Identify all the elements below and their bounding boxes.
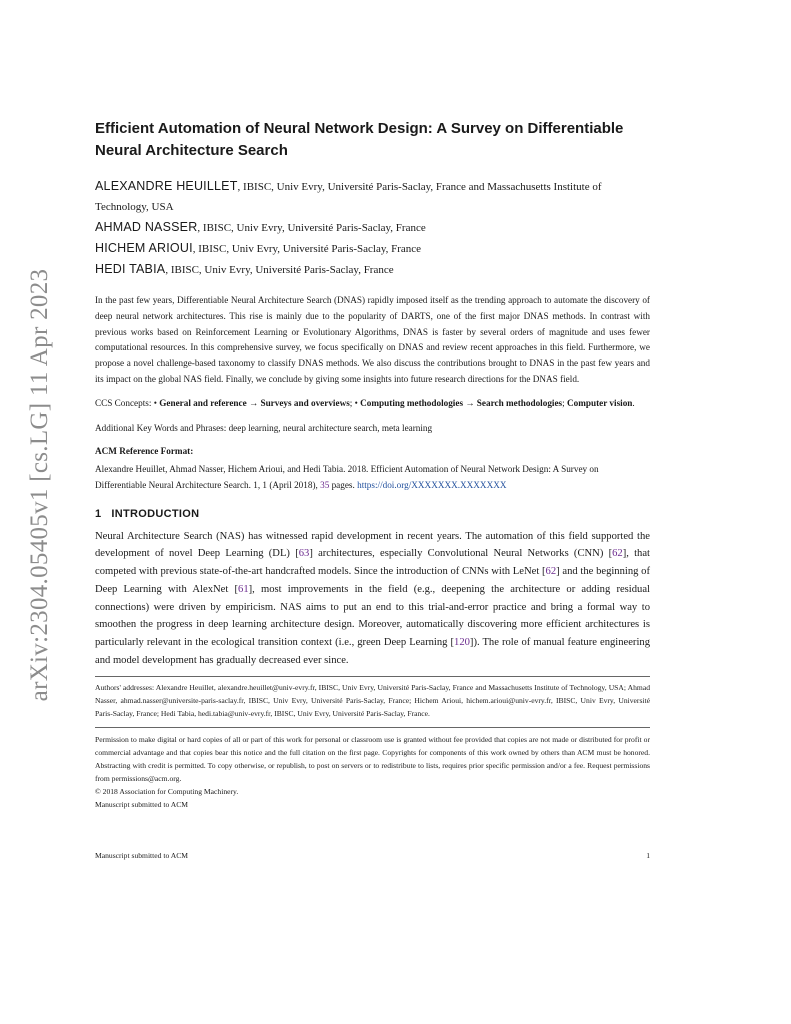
ccs-separator: ;	[349, 397, 355, 408]
author-2	[95, 217, 650, 238]
ccs-concept: Surveys and overviews	[260, 397, 350, 408]
author-4	[95, 259, 650, 280]
body-text: Neural Architecture Search (NAS) has witnessed rapid development in recent years. The automation of this field supported the development of novel Deep Learning (DL)	[95, 530, 650, 560]
keywords: Additional Key Words and Phrases: deep learning, neural architecture search, meta learning	[95, 422, 433, 433]
ccs-concept: Computing methodologies	[360, 397, 464, 408]
ccs-concept: General and reference	[159, 397, 247, 408]
acm-reference	[95, 461, 650, 493]
footnote-divider	[95, 676, 650, 677]
paper-title: Efficient Automation of Neural Network Design: A Survey on Differentiable Neural Architecture Search	[95, 120, 624, 159]
ccs-separator: ;	[562, 397, 567, 408]
citation-link[interactable]: 120	[454, 637, 470, 648]
permission-divider	[95, 727, 650, 728]
section-number: 1	[95, 507, 102, 520]
ccs-arrow: →	[246, 397, 261, 408]
author-name: HEDI TABIA	[95, 262, 166, 276]
author-1	[95, 176, 650, 217]
section-heading	[95, 508, 650, 520]
arxiv-sidebar	[20, 270, 60, 700]
pages-link[interactable]: 35	[320, 479, 330, 490]
arxiv-identifier: arXiv:2304.05405v1 [cs.LG] 11 Apr 2023	[26, 268, 53, 702]
citation-link[interactable]: 61	[238, 583, 249, 595]
manuscript-note: Manuscript submitted to ACM	[95, 800, 189, 810]
page-footer	[95, 851, 650, 860]
author-affiliation: , IBISC, Univ Evry, Université Paris-Saclay, France	[165, 264, 394, 276]
citation-link[interactable]: 62	[545, 566, 557, 578]
ccs-end: .	[632, 397, 635, 408]
author-name: ALEXANDRE HEUILLET	[95, 179, 238, 193]
section-title: INTRODUCTION	[111, 507, 200, 520]
body-text: , that competed with previous state-of-the-art handcrafted models. Since the introduction of CNNs with LeNet	[95, 548, 650, 578]
ccs-concept: Computer vision	[566, 397, 633, 408]
citation-link[interactable]: 63	[298, 548, 310, 560]
author-name: HICHEM ARIOUI	[95, 241, 193, 255]
ccs-concept: Search methodologies	[476, 397, 563, 408]
author-affiliation: , IBISC, Univ Evry, Université Paris-Saclay, France	[192, 243, 422, 255]
page-number: 1	[646, 851, 650, 860]
doi-link[interactable]: https://doi.org/XXXXXXX.XXXXXXX	[357, 479, 507, 490]
author-affiliation: , IBISC, Univ Evry, Université Paris-Saclay, France and Massachusetts Institute of Technology, USA	[95, 181, 602, 213]
permission-notice: Permission to make digital or hard copies of all or part of this work for personal or classroom use is granted without fee provided that copies are not made or distributed for profit or commercial advantage and that copies bear this notice and the full citation on the first page. Copyrights for components of this work owned by others than ACM must be honored. Abstracting with credit is permitted. To copy otherwise, or republish, to post on servers or to redistribute to lists, requires prior specific permission and/or a fee. Request permissions from permissions@acm.org.	[95, 735, 650, 784]
citation-link[interactable]: 62	[612, 548, 623, 560]
author-name: AHMAD NASSER	[95, 220, 198, 234]
body-text: , most improvements in the field (e.g., deepening the architecture or adding residual connections) were driven by empiricism. NAS aims to put an end to this trial-and-error practice and bring a formal way to smoothen the progress in deep learning architecture design. Moreover, automatically discovering more efficient architectures is particularly relevant in the ecological transition context (i.e., green Deep Learning	[95, 583, 650, 648]
ccs-bullet: •	[354, 397, 361, 408]
footer-label: Manuscript submitted to ACM	[95, 851, 189, 860]
author-3	[95, 238, 650, 259]
ccs-concepts	[95, 395, 650, 411]
acm-reference-heading: ACM Reference Format:	[95, 445, 194, 456]
body-text: ). The role of manual feature engineering and model development has gradually decreased ever since.	[95, 637, 650, 666]
body-text: and the beginning of Deep Learning with AlexNet	[95, 566, 650, 595]
reference-pages-suffix: pages.	[329, 479, 358, 490]
copyright-notice: © 2018 Association for Computing Machinery.	[95, 787, 239, 797]
body-text: architectures, especially Convolutional Neural Networks (CNN)	[312, 548, 609, 560]
author-affiliation: , IBISC, Univ Evry, Université Paris-Saclay, France	[197, 222, 426, 234]
paper-page	[95, 118, 650, 811]
reference-text: Alexandre Heuillet, Ahmad Nasser, Hichem Arioui, and Hedi Tabia. 2018. Efficient Automation of Neural Network Design: A Survey on Differentiable Neural Architecture Search. 1, 1 (April 2018),	[95, 463, 599, 490]
ccs-bullet: •	[153, 397, 160, 408]
intro-paragraph: Neural Architecture Search (NAS) has witnessed rapid development in recent years. The automation of this field supported the development of novel Deep Learning (DL) [63] architectures, especially Convolutional Neural Networks (CNN) [62], that competed with previous state-of-the-art handcrafted models. Since the introduction of CNNs with LeNet [62] and the beginning of Deep Learning with AlexNet [61], most improvements in the field (e.g., deepening the architecture or adding residual connections) were driven by empiricism. NAS aims to put an end to this trial-and-error practice and bring a formal way to smoothen the progress in deep learning architecture design. Moreover, automatically discovering more efficient architectures is particularly relevant in the ecological transition context (i.e., green Deep Learning [120]). The role of manual feature engineering and model development has gradually decreased ever since.	[95, 530, 650, 666]
ccs-arrow: →	[463, 397, 477, 408]
authors-addresses: Authors' addresses: Alexandre Heuillet, alexandre.heuillet@univ-evry.fr, IBISC, Univ Evry, Université Paris-Saclay, France and Massachusetts Institute of Technology, USA; Ahmad Nasser, ahmad.nasser@universite-paris-saclay.fr, IBISC, Univ Evry, Université Paris-Saclay, France; Hichem Arioui, hichem.arioui@univ-evry.fr, IBISC, Univ Evry, Université Paris-Saclay, France; Hedi Tabia, hedi.tabia@univ-evry.fr, IBISC, Univ Evry, Université Paris-Saclay, France.	[95, 683, 650, 719]
abstract: In the past few years, Differentiable Neural Architecture Search (DNAS) rapidly imposed itself as the trending approach to automate the discovery of deep neural network architectures. This rise is mainly due to the popularity of DARTS, one of the first major DNAS methods. In contrast with previous works based on Reinforcement Learning or Evolutionary Algorithms, DNAS is faster by several orders of magnitude and uses fewer computational resources. In this comprehensive survey, we focus specifically on DNAS and review recent approaches in this field. Furthermore, we propose a novel challenge-based taxonomy to classify DNAS methods. We also discuss the contributions brought to DNAS in the past few years and its impact on the global NAS field. Finally, we conclude by giving some insights into future research directions for the DNAS field.	[95, 295, 650, 384]
ccs-label: CCS Concepts:	[95, 397, 154, 408]
